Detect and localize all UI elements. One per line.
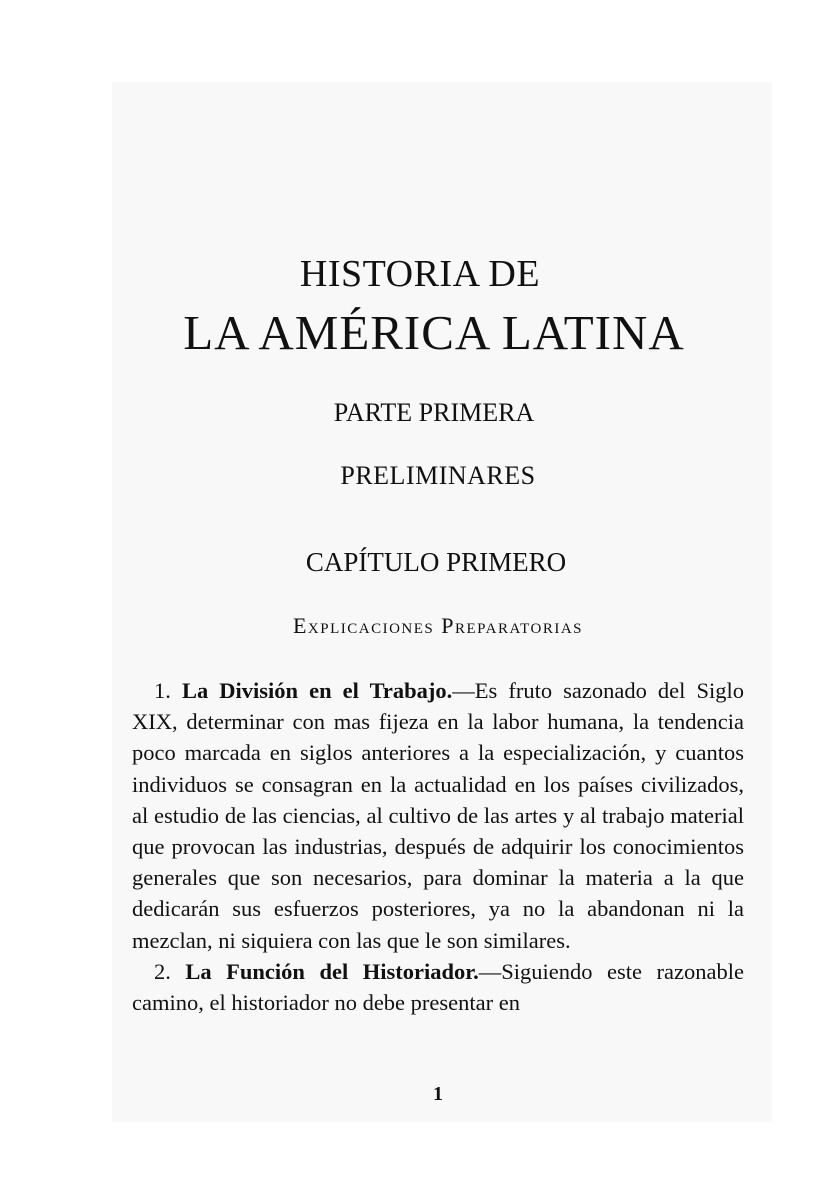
paragraph-1 — [132, 675, 744, 956]
page-number: 1 — [433, 1083, 443, 1105]
part-heading: PARTE PRIMERA — [333, 398, 535, 427]
paragraph-number: 1. — [154, 678, 171, 703]
book-title-line-2: LA AMÉRICA LATINA — [183, 305, 685, 360]
book-title-line-1: HISTORIA DE — [299, 253, 541, 295]
paragraph-text: —Es fruto sazonado del Siglo XIX, determinar con mas fijeza en la labor humana, la tendencia poco marcada en siglos anteriores a la especialización, y cuantos individuos se consagran en la actualidad en los países civilizados, al estudio de las ciencias, al cultivo de las artes y al trabajo material que provocan las industrias, después de adquirir los conocimientos generales que son necesarios, para dominar la materia a la que dedicarán sus esfuerzos posteriores, ya no la abandonan ni la mezclan, ni siquiera con las que le son similares. — [132, 678, 744, 953]
paragraph-text: —Siguiendo este razonable camino, el historiador no debe presentar en — [132, 958, 744, 1016]
chapter-subtitle: Explicaciones Preparatorias — [292, 613, 584, 638]
paragraph-heading: La Función del Historiador. — [185, 958, 479, 984]
paragraph-2 — [132, 956, 744, 1018]
chapter-heading: CAPÍTULO PRIMERO — [305, 547, 567, 577]
paragraph-heading: La División en el Trabajo. — [181, 678, 453, 703]
section-heading: PRELIMINARES — [340, 461, 536, 490]
body-text — [132, 675, 744, 1018]
paragraph-number: 2. — [154, 958, 171, 984]
